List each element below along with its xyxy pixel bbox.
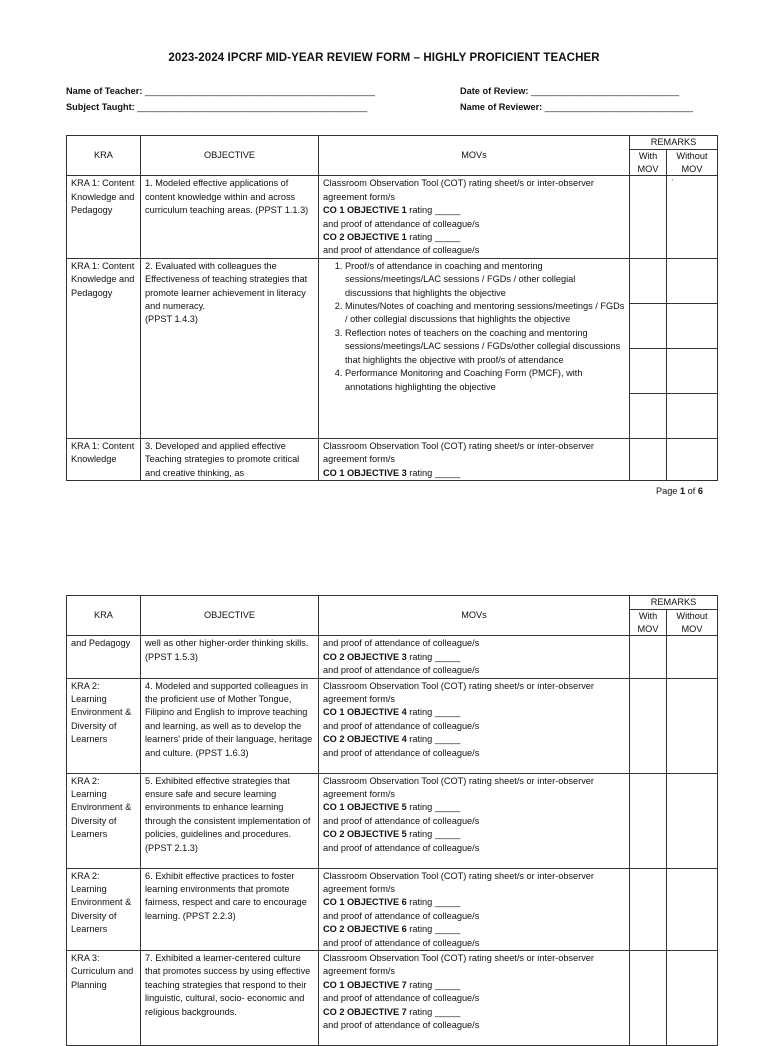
table-row (67, 636, 718, 678)
kra-cell: KRA 1: Content Knowledge and Pedagogy (67, 258, 141, 438)
with-mov-checkbox[interactable] (630, 259, 666, 304)
list-item: 2. Minutes/Notes of coaching and mentoring sessions/meetings / FGDs / other collegial discussions that highlights the objective (345, 300, 625, 327)
movs-list (323, 260, 625, 394)
co1-line: CO 1 OBJECTIVE 1 rating _____ (323, 205, 461, 216)
table-row (67, 773, 718, 868)
header-without-mov: Without MOV (667, 610, 718, 636)
with-mov-checkbox[interactable] (630, 349, 666, 394)
header-remarks: REMARKS (630, 136, 718, 150)
proof-line: and proof of attendance of colleague/s (323, 1020, 480, 1031)
movs-cell (319, 636, 630, 678)
without-mov-checkbox[interactable] (667, 636, 718, 678)
subject-field[interactable] (66, 102, 367, 112)
with-mov-checkbox[interactable] (630, 394, 666, 438)
without-mov-checkbox[interactable] (667, 259, 717, 304)
movs-intro: Classroom Observation Tool (COT) rating sheet/s or inter-observer agreement form/s (323, 178, 594, 202)
header-kra: KRA (67, 596, 141, 636)
with-mov-checkbox[interactable] (630, 868, 667, 950)
co2-line: CO 2 OBJECTIVE 6 rating _____ (323, 924, 461, 935)
page-2 (0, 568, 768, 1031)
co2-line: CO 2 OBJECTIVE 1 rating _____ (323, 232, 461, 243)
subject-blank[interactable]: _____________________________________________ (137, 102, 368, 112)
objective-cell: 7. Exhibited a learner-centered culture that promotes success by using effective teaching strategies that respond to their linguistic, cultural, socio- economic and religious backgrounds. (141, 951, 319, 1046)
table-row (67, 176, 718, 258)
proof-line: and proof of attendance of colleague/s (323, 245, 480, 256)
movs-cell (319, 868, 630, 950)
without-mov-checkbox[interactable] (667, 349, 717, 394)
with-mov-checkbox[interactable] (630, 951, 667, 1046)
header-objective: OBJECTIVE (141, 136, 319, 176)
form-title: 2023-2024 IPCRF MID-YEAR REVIEW FORM – HIGHLY PROFICIENT TEACHER (168, 52, 600, 64)
review-date-field[interactable] (460, 86, 679, 96)
table-row (67, 258, 718, 438)
kra-cell: KRA 3: Curriculum and Planning (67, 951, 141, 1046)
movs-intro: Classroom Observation Tool (COT) rating sheet/s or inter-observer agreement form/s (323, 440, 594, 465)
kra-cell: KRA 1: Content Knowledge (67, 438, 141, 480)
proof-line: and proof of attendance of colleague/s (323, 720, 480, 731)
co1-line: CO 1 OBJECTIVE 3 rating _____ (323, 467, 461, 478)
header-kra: KRA (67, 136, 141, 176)
movs-cell (319, 678, 630, 773)
reviewer-field[interactable] (460, 102, 693, 112)
reviewer-blank[interactable]: _____________________________ (544, 102, 693, 112)
co2-line: CO 2 OBJECTIVE 3 rating _____ (323, 651, 461, 662)
list-item: 4. Performance Monitoring and Coaching Form (PMCF), with annotations highlighting the objective (345, 367, 625, 394)
co1-line: CO 1 OBJECTIVE 6 rating _____ (323, 897, 461, 908)
proof-line: and proof of attendance of colleague/s (323, 638, 480, 649)
co1-line: CO 1 OBJECTIVE 7 rating _____ (323, 979, 461, 990)
kra-cell: KRA 1: Content Knowledge and Pedagogy (67, 176, 141, 258)
with-mov-checkbox[interactable] (630, 636, 667, 678)
reviewer-label: Name of Reviewer: (460, 102, 543, 112)
with-mov-checkbox[interactable] (630, 678, 667, 773)
table-row (67, 438, 718, 480)
table-row (67, 678, 718, 773)
proof-line: and proof of attendance of colleague/s (323, 747, 480, 758)
movs-intro: Classroom Observation Tool (COT) rating sheet/s or inter-observer agreement form/s (323, 953, 594, 977)
kra-cell: KRA 2: Learning Environment & Diversity of Learners (67, 678, 141, 773)
without-mov-checkbox[interactable] (667, 678, 718, 773)
review-table-page-1 (66, 135, 718, 481)
proof-line: and proof of attendance of colleague/s (323, 842, 480, 853)
co1-line: CO 1 OBJECTIVE 4 rating _____ (323, 707, 461, 718)
page-number: Page 1 of 6 (655, 486, 703, 496)
co2-line: CO 2 OBJECTIVE 7 rating _____ (323, 1006, 461, 1017)
review-table-page-2 (66, 595, 718, 1046)
kra-cell: KRA 2: Learning Environment & Diversity of Learners (67, 868, 141, 950)
without-mov-cell (667, 258, 718, 438)
movs-cell (319, 951, 630, 1046)
kra-cell: KRA 2: Learning Environment & Diversity of Learners (67, 773, 141, 868)
list-item: 1. Proof/s of attendance in coaching and mentoring sessions/meetings/LAC sessions / FGDs / other collegial discussions that highlights the objective (345, 260, 625, 300)
without-mov-checkbox[interactable] (667, 394, 717, 438)
stray-mark: ` (671, 178, 674, 189)
without-mov-checkbox[interactable] (667, 868, 718, 950)
page-gap (0, 520, 768, 568)
without-mov-checkbox[interactable] (667, 176, 718, 258)
header-with-mov: With MOV (630, 610, 667, 636)
proof-line: and proof of attendance of colleague/s (323, 937, 480, 948)
proof-line: and proof of attendance of colleague/s (323, 665, 480, 676)
movs-cell (319, 773, 630, 868)
review-date-blank[interactable]: _____________________________ (530, 86, 680, 96)
with-mov-subcells (630, 259, 666, 438)
movs-intro: Classroom Observation Tool (COT) rating sheet/s or inter-observer agreement form/s (323, 775, 594, 800)
header-objective: OBJECTIVE (141, 596, 319, 636)
co1-line: CO 1 OBJECTIVE 5 rating _____ (323, 802, 461, 813)
objective-cell: well as other higher-order thinking skills. (PPST 1.5.3) (141, 636, 319, 678)
subject-label: Subject Taught: (66, 102, 135, 112)
movs-cell (319, 258, 630, 438)
without-mov-checkbox[interactable] (667, 304, 717, 349)
objective-cell: 4. Modeled and supported colleagues in the proficient use of Mother Tongue, Filipino and English to improve teaching and learning, as well as to develop the learners' pride of their language, heritage and culture. (PPST 1.6.3) (141, 678, 319, 773)
without-mov-checkbox[interactable] (667, 438, 718, 480)
proof-line: and proof of attendance of colleague/s (323, 910, 480, 921)
proof-line: and proof of attendance of colleague/s (323, 993, 480, 1004)
table-row (67, 868, 718, 950)
proof-line: and proof of attendance of colleague/s (323, 815, 480, 826)
objective-cell: 3. Developed and applied effective Teaching strategies to promote critical and creative thinking, as (141, 438, 319, 480)
header-movs: MOVs (319, 596, 630, 636)
without-mov-subcells (667, 259, 717, 438)
objective-cell: 1. Modeled effective applications of content knowledge within and across curriculum teaching areas. (PPST 1.1.3) (141, 176, 319, 258)
co2-line: CO 2 OBJECTIVE 5 rating _____ (323, 829, 461, 840)
teacher-name-field[interactable] (66, 86, 375, 96)
movs-intro: Classroom Observation Tool (COT) rating sheet/s or inter-observer agreement form/s (323, 680, 594, 705)
review-date-label: Date of Review: (460, 86, 529, 96)
header-remarks: REMARKS (630, 596, 718, 610)
without-mov-checkbox[interactable] (667, 773, 718, 868)
movs-intro: Classroom Observation Tool (COT) rating sheet/s or inter-observer agreement form/s (323, 870, 594, 895)
teacher-name-label: Name of Teacher: (66, 86, 143, 96)
with-mov-cell (630, 258, 667, 438)
page-1 (0, 0, 768, 520)
with-mov-checkbox[interactable] (630, 176, 667, 258)
table-row (67, 951, 718, 1046)
kra-cell: and Pedagogy (67, 636, 141, 678)
with-mov-checkbox[interactable] (630, 438, 667, 480)
with-mov-checkbox[interactable] (630, 304, 666, 349)
header-without-mov: Without MOV (667, 150, 718, 176)
co2-line: CO 2 OBJECTIVE 4 rating _____ (323, 734, 461, 745)
movs-cell (319, 176, 630, 258)
list-item: 3. Reflection notes of teachers on the coaching and mentoring sessions/meetings/LAC sessions / FGDs/other collegial discussions that highlights the objective with proof/s of attendance (345, 327, 625, 367)
teacher-name-blank[interactable]: _____________________________________________ (144, 86, 375, 96)
proof-line: and proof of attendance of colleague/s (323, 218, 480, 229)
with-mov-checkbox[interactable] (630, 773, 667, 868)
movs-cell (319, 438, 630, 480)
objective-cell: 6. Exhibit effective practices to foster learning environments that promote fairness, respect and care to encourage learning. (PPST 2.2.3) (141, 868, 319, 950)
header-movs: MOVs (319, 136, 630, 176)
without-mov-checkbox[interactable] (667, 951, 718, 1046)
objective-cell: 5. Exhibited effective strategies that ensure safe and secure learning environments to enhance learning through the consistent implementation of policies, guidelines and procedures. (PPST 2.1.3) (141, 773, 319, 868)
header-with-mov: With MOV (630, 150, 667, 176)
objective-cell: 2. Evaluated with colleagues the Effectiveness of teaching strategies that promote learner achievement in literacy and numeracy. (PPST 1.4.3) (141, 258, 319, 438)
